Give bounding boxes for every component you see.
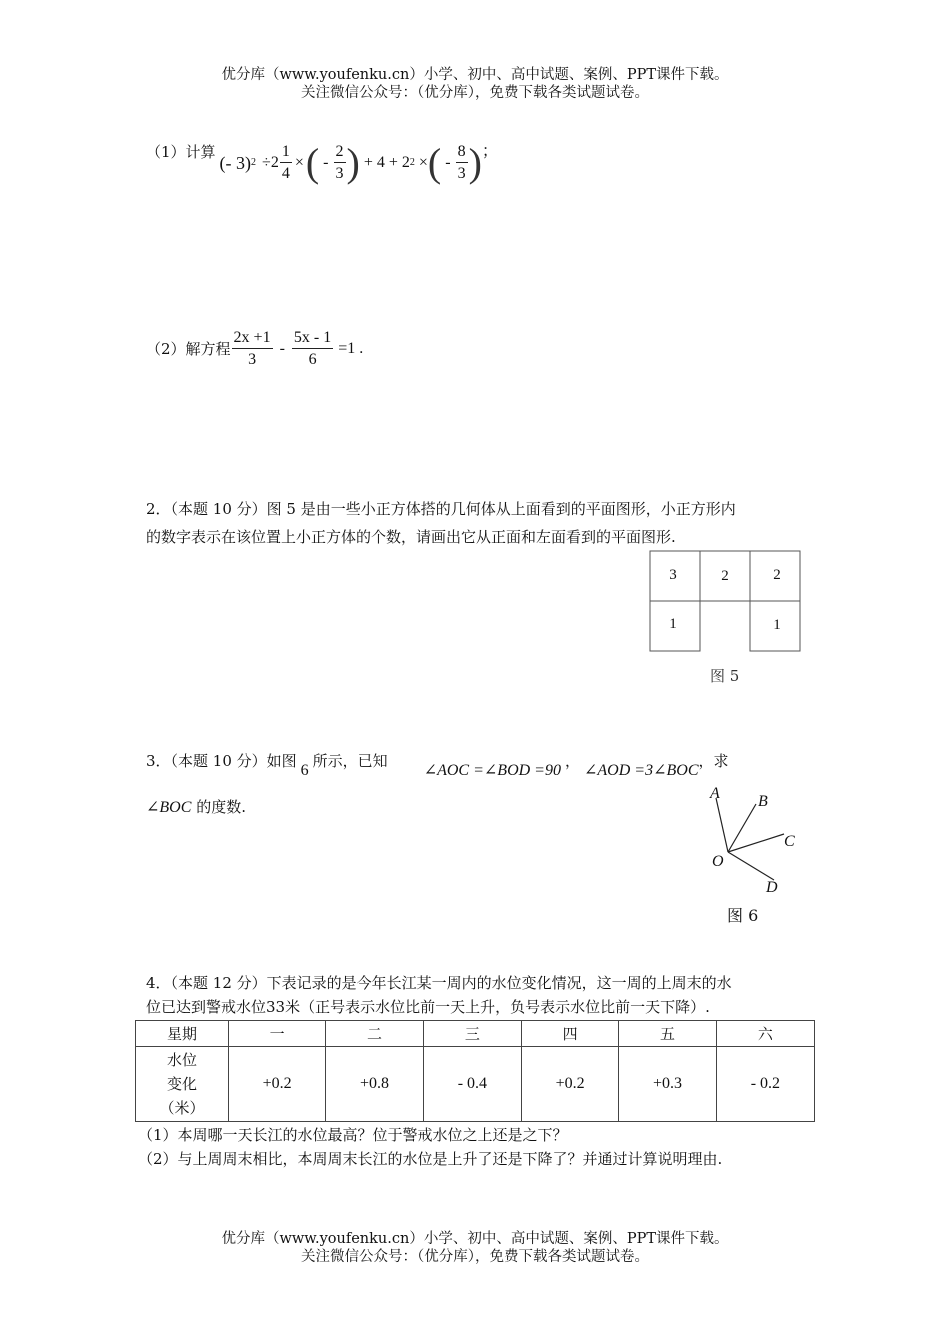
paren-open-1: ( [305, 140, 320, 185]
page-footer [0, 1230, 950, 1266]
q1-part2 [146, 326, 363, 372]
expr-times-1: × [294, 154, 304, 171]
expr-frac-3: $\frac{8}{3}$ [457, 142, 466, 182]
q3-tail: ，求 [698, 752, 729, 770]
value-6: - 0.2 [716, 1047, 814, 1122]
day-5: 五 [619, 1021, 716, 1047]
q4-sub-1: （1）本周哪一天长江的水位最高？位于警戒水位之上还是之下？ [138, 1126, 568, 1144]
q1-part1-expression [220, 142, 498, 185]
q3-line-1 [146, 750, 729, 790]
expr-neg-2: - [445, 154, 451, 171]
table-header-day: 星期 [136, 1021, 229, 1047]
day-3: 三 [423, 1021, 521, 1047]
expr-frac-1: $\frac{1}{4}$ [281, 142, 290, 182]
grid-cell-r2c1: 1 [669, 616, 677, 632]
day-6: 六 [716, 1021, 814, 1047]
q2-line-1: 2．（本题 10 分）图 5 是由一些小正方体搭的几何体从上面看到的平面图形，小正方形内 [146, 500, 736, 518]
header-line-1: 优分库（www.youfenku.cn）小学、初中、高中试题、案例、PPT课件下载。 [221, 67, 729, 83]
expr-frac-2: $\frac{2}{3}$ [335, 142, 344, 182]
label-d: D [766, 879, 778, 896]
figure-5-caption: 图 5 [710, 667, 740, 685]
q3-fig-num: 6 [300, 762, 309, 779]
value-5: +0.3 [619, 1047, 716, 1122]
expr-div: ÷2 [262, 154, 279, 171]
figure-5-grid [645, 548, 810, 658]
q1-part2-label: （2）解方程 [146, 340, 231, 358]
page-header [0, 66, 950, 102]
label-a: A [710, 785, 720, 802]
expr-base: (- 3) [219, 153, 252, 173]
grid-cell-r1c2: 2 [721, 568, 729, 584]
eq-rhs: =1 . [338, 340, 364, 357]
water-level-table [135, 1020, 815, 1122]
q3-line-2 [146, 796, 246, 819]
footer-line-1: 优分库（www.youfenku.cn）小学、初中、高中试题、案例、PPT课件下载。 [221, 1231, 729, 1247]
q4-line-1: 4．（本题 12 分）下表记录的是今年长江某一周内的水位变化情况，这一周的上周末的水 [146, 974, 732, 992]
q1-part1-label: （1）计算 [146, 143, 216, 161]
expr-plus: + 4 + 2 [363, 154, 410, 171]
header-line-water: 水位 [166, 1051, 197, 1069]
ray-oa [716, 798, 728, 852]
expr-end: ； [481, 143, 498, 160]
q2-line-2: 的数字表示在该位置上小正方体的个数，请画出它从正面和左面看到的平面图形. [146, 528, 676, 546]
label-o: O [712, 853, 724, 870]
grid-cell-r1c3: 2 [773, 567, 781, 583]
value-2: +0.8 [326, 1047, 423, 1122]
value-3: - 0.4 [423, 1047, 521, 1122]
eq-frac-1: $\frac{2x +1}{3}$ [233, 328, 271, 368]
table-row-values [136, 1047, 815, 1122]
paren-close-1: ) [346, 140, 360, 185]
q4-sub-2: （2）与上周周末相比，本周周末长江的水位是上升了还是下降了？并通过计算说明理由. [138, 1150, 723, 1168]
q4-line-2: 位已达到警戒水位33米（正号表示水位比前一天上升，负号表示水位比前一天下降）. [146, 998, 710, 1016]
q3-line-2-text: 的度数. [196, 798, 246, 816]
value-1: +0.2 [229, 1047, 326, 1122]
label-c: C [784, 833, 795, 850]
q3-cond-2: ∠AOD =3∠BOC [584, 762, 699, 779]
header-line-change: 变化 [166, 1075, 197, 1093]
q1-equation [231, 328, 364, 371]
footer-line-2: 关注微信公众号：（优分库），免费下载各类试题试卷。 [301, 1249, 649, 1265]
expr-times-2: × [418, 154, 428, 171]
value-4: +0.2 [521, 1047, 618, 1122]
paren-open-2: ( [427, 140, 442, 185]
expr-neg-1: - [323, 154, 329, 171]
day-4: 四 [521, 1021, 618, 1047]
label-b: B [758, 793, 768, 810]
day-1: 一 [229, 1021, 326, 1047]
q3-mid: 所示，已知 [312, 752, 388, 770]
header-line-unit: （米） [159, 1099, 205, 1117]
expr-exp-2: 2 [409, 157, 415, 168]
table-header-change [136, 1047, 229, 1122]
q3-angle-boc: ∠BOC [146, 799, 192, 816]
q3-lead: 3．（本题 10 分）如图 [146, 752, 297, 770]
grid-cell-r2c3: 1 [773, 617, 781, 633]
q3-comma: ， [564, 752, 580, 770]
q1-part1 [146, 138, 498, 188]
q3-cond-1: ∠AOC =∠BOD =90 [423, 762, 561, 779]
table-row-days [136, 1021, 815, 1047]
figure-6-caption: 图 6 [727, 906, 759, 925]
grid-cell-r1c1: 3 [669, 567, 677, 583]
eq-minus: - [279, 340, 285, 357]
expr-exp: 2 [251, 157, 257, 168]
figure-6-diagram [700, 780, 810, 900]
paren-close-2: ) [468, 140, 482, 185]
eq-frac-2: $\frac{5x - 1}{6}$ [293, 328, 332, 368]
day-2: 二 [326, 1021, 423, 1047]
header-line-2: 关注微信公众号：（优分库），免费下载各类试题试卷。 [301, 85, 649, 101]
ray-od [728, 852, 774, 880]
